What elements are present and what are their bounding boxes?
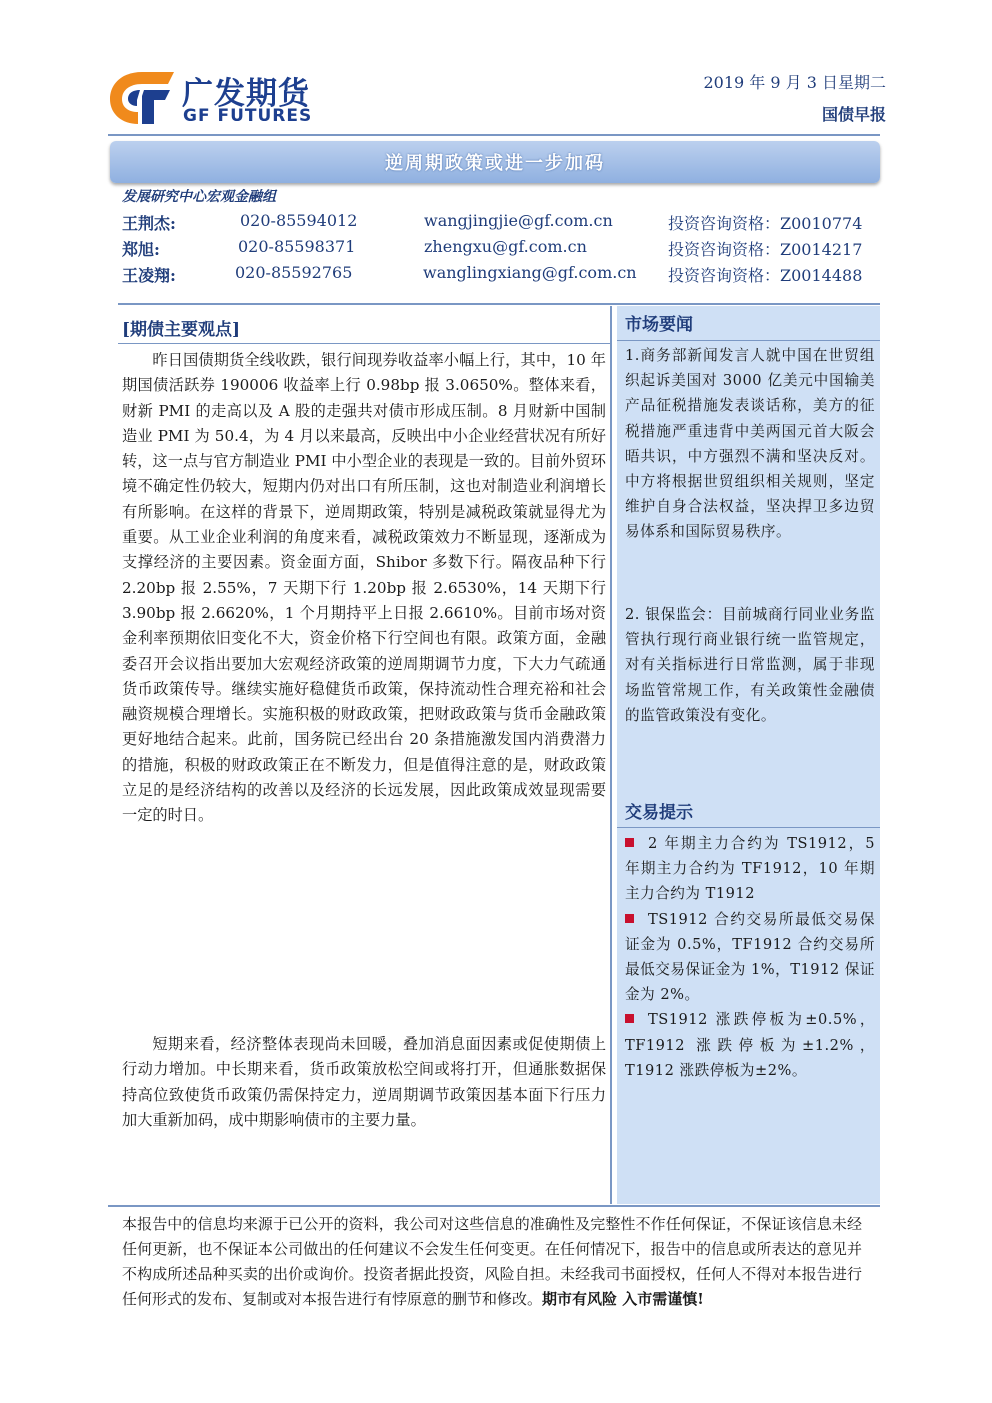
company-logo <box>104 66 354 128</box>
risk-warning: 期市有风险 入市需谨慎! <box>542 1290 704 1308</box>
report-date: 2019 年 9 月 3 日星期二 <box>703 73 886 92</box>
section-divider <box>118 343 612 344</box>
analyst-license: 投资咨询资格：Z0010774 <box>668 214 863 233</box>
tip-item: 2 年期主力合约为 TS1912，5 年期主力合约为 TF1912，10 年期主力合约为 T1912 <box>625 835 875 903</box>
sidebar-divider <box>617 827 880 828</box>
analyst-phone: 020-85598371 <box>238 237 356 256</box>
analyst-email[interactable]: wangjingjie@gf.com.cn <box>424 211 613 230</box>
red-square-bullet-icon <box>625 838 634 847</box>
analyst-phone: 020-85592765 <box>235 263 353 282</box>
footer-divider <box>108 1205 880 1207</box>
title-banner <box>110 141 880 183</box>
sidebar-divider <box>617 340 880 341</box>
main-section-title: [期债主要观点] <box>122 320 241 340</box>
news-section-title: 市场要闻 <box>625 315 693 335</box>
analyst-name: 王凌翔: <box>122 266 176 285</box>
analyst-email[interactable]: zhengxu@gf.com.cn <box>424 237 587 256</box>
gf-logo-icon <box>104 66 178 128</box>
sidebar <box>617 306 880 1204</box>
analyst-license: 投资咨询资格：Z0014488 <box>668 266 863 285</box>
department-label: 发展研究中心宏观金融组 <box>122 189 276 205</box>
header-divider <box>108 134 880 136</box>
logo-chinese-text: 广发期货 <box>182 76 310 112</box>
tip-item: TS1912 合约交易所最低交易保证金为 0.5%，TF1912 合约交易所最低交易保证金为 1%，T1912 保证金为 2%。 <box>625 910 875 1004</box>
tips-list <box>625 831 875 1083</box>
content-divider <box>118 303 880 305</box>
main-paragraph: 昨日国债期货全线收跌，银行间现券收益率小幅上行，其中，10 年期国债活跃券 190006 收益率上行 0.98bp 报 3.0650%。整体来看，财新 PMI 的走高以及 A 股的走强共对债市形成压制。8 月财新中国制造业 PMI 为 50.4，为 4 月以来最高，反映出中小企业经营状况有所好转，这一点与官方制造业 PMI 中小型企业的表现是一致的。目前外贸环境不确定性仍较大，短期内仍对出口有所压制，这也对制造业利润增长有所影响。在这样的背景下，逆周期政策，特别是减税政策就显得尤为重要。从工业企业利润的角度来看，减税政策效力不断显现，逐渐成为支撑经济的主要因素。资金面方面，Shibor 多数下行。隔夜品种下行 2.20bp 报 2.55%，7 天期下行 1.20bp 报 2.6530%，14 天期下行 3.90bp 报 2.6620%，1 个月期持平上日报 2.6610%。目前市场对资金利率预期依旧变化不大，资金价格下行空间也有限。政策方面，金融委召开会议指出要加大宏观经济政策的逆周期调节力度，下大力气疏通货币政策传导。继续实施好稳健货币政策，保持流动性合理充裕和社会融资规模合理增长。实施积极的财政政策，把财政政策与货币金融政策更好地结合起来。此前，国务院已经出台 20 条措施激发国内消费潜力的措施，积极的财政政策正在不断发力，但是值得注意的是，财政政策立足的是经济结构的改善以及经济的长远发展，因此政策成效显现需要一定的时日。 <box>122 351 606 825</box>
analyst-license: 投资咨询资格：Z0014217 <box>668 240 863 259</box>
tips-section-title: 交易提示 <box>625 803 693 823</box>
report-title: 逆周期政策或进一步加码 <box>385 153 605 174</box>
tip-item: TS1912 涨跌停板为±0.5%，TF1912 涨跌停板为±1.2%，T1912 涨跌停板为±2%。 <box>625 1011 875 1079</box>
analyst-phone: 020-85594012 <box>240 211 358 230</box>
news-item: 2. 银保监会：目前城商行同业业务监管执行现行商业银行统一监管规定，对有关指标进行日常监测，属于非现场监管常规工作，有关政策性金融债的监管政策没有变化。 <box>625 606 875 724</box>
news-item: 1.商务部新闻发言人就中国在世贸组织起诉美国对 3000 亿美元中国输美产品征税措施发表谈话称，美方的征税措施严重违背中美两国元首大阪会晤共识，中方强烈不满和坚决反对。中方将根据世贸组织相关规则，坚定维护自身合法权益，坚决捍卫多边贸易体系和国际贸易秩序。 <box>625 347 875 541</box>
disclaimer <box>122 1212 862 1312</box>
report-type: 国债早报 <box>821 105 886 124</box>
main-paragraph: 短期来看，经济整体表现尚未回暖，叠加消息面因素或促使期债上行动力增加。中长期来看，货币政策放松空间或将打开，但通胀数据保持高位致使货币政策仍需保持定力，逆周期调节政策因基本面下行压力加大重新加码，成中期影响债市的主要力量。 <box>122 1035 606 1129</box>
analyst-name: 郑旭: <box>122 240 160 259</box>
analyst-email[interactable]: wanglingxiang@gf.com.cn <box>423 263 637 282</box>
analyst-name: 王荆杰: <box>122 214 176 233</box>
red-square-bullet-icon <box>625 914 634 923</box>
logo-english-text: GF FUTURES <box>183 106 313 126</box>
red-square-bullet-icon <box>625 1014 634 1023</box>
analyst-row <box>122 237 882 261</box>
disclaimer-text: 本报告中的信息均来源于已公开的资料，我公司对这些信息的准确性及完整性不作任何保证，不保证该信息未经任何更新，也不保证本公司做出的任何建议不会发生任何变更。在任何情况下，报告中的信息或所表达的意见并不构成所述品种买卖的出价或询价。投资者据此投资，风险自担。未经我司书面授权，任何人不得对本报告进行任何形式的发布、复制或对本报告进行有悖原意的删节和修改。 <box>122 1215 862 1308</box>
analyst-row <box>122 263 882 287</box>
analyst-row <box>122 211 882 235</box>
